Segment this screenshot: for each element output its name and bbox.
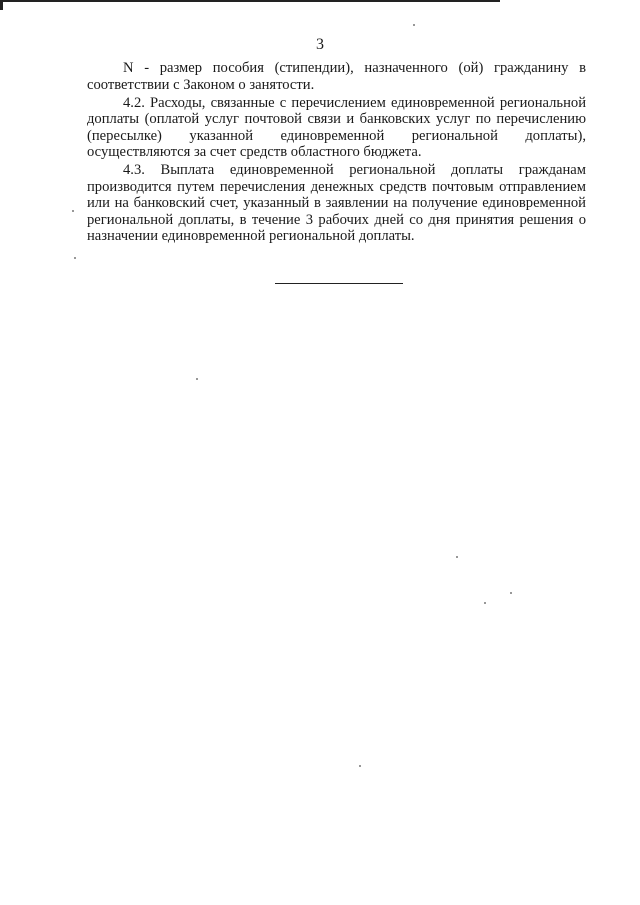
- scan-speck: [413, 24, 415, 26]
- scan-speck: [456, 556, 458, 558]
- scan-speck: [510, 592, 512, 594]
- scan-speck: [72, 210, 74, 212]
- scan-speck: [359, 765, 361, 767]
- paragraph-benefit-definition: N - размер пособия (стипендии), назначенного (ой) гражданину в соответствии с Законом о занятости.: [87, 60, 586, 93]
- scan-speck: [74, 257, 76, 259]
- paragraph-4-2: 4.2. Расходы, связанные с перечислением единовременной региональной доплаты (оплатой услуг почтовой связи и банковских услуг по перечислению (пересылке) указанной единовременной региональной доплаты), осуществляются за счет средств областного бюджета.: [87, 94, 586, 160]
- scan-speck: [484, 602, 486, 604]
- scan-edge-line: [0, 0, 500, 2]
- document-body: [87, 60, 586, 246]
- scan-speck: [196, 378, 198, 380]
- page-number: 3: [316, 36, 324, 53]
- scan-edge-corner: [0, 0, 3, 10]
- end-separator-line: [275, 283, 403, 284]
- paragraph-4-3: 4.3. Выплата единовременной региональной доплаты гражданам производится путем перечисления денежных средств почтовым отправлением или на банковский счет, указанный в заявлении на получение единовременной региональной доплаты, в течение 3 рабочих дней со дня принятия решения о назначении единовременной региональной доплаты.: [87, 162, 586, 244]
